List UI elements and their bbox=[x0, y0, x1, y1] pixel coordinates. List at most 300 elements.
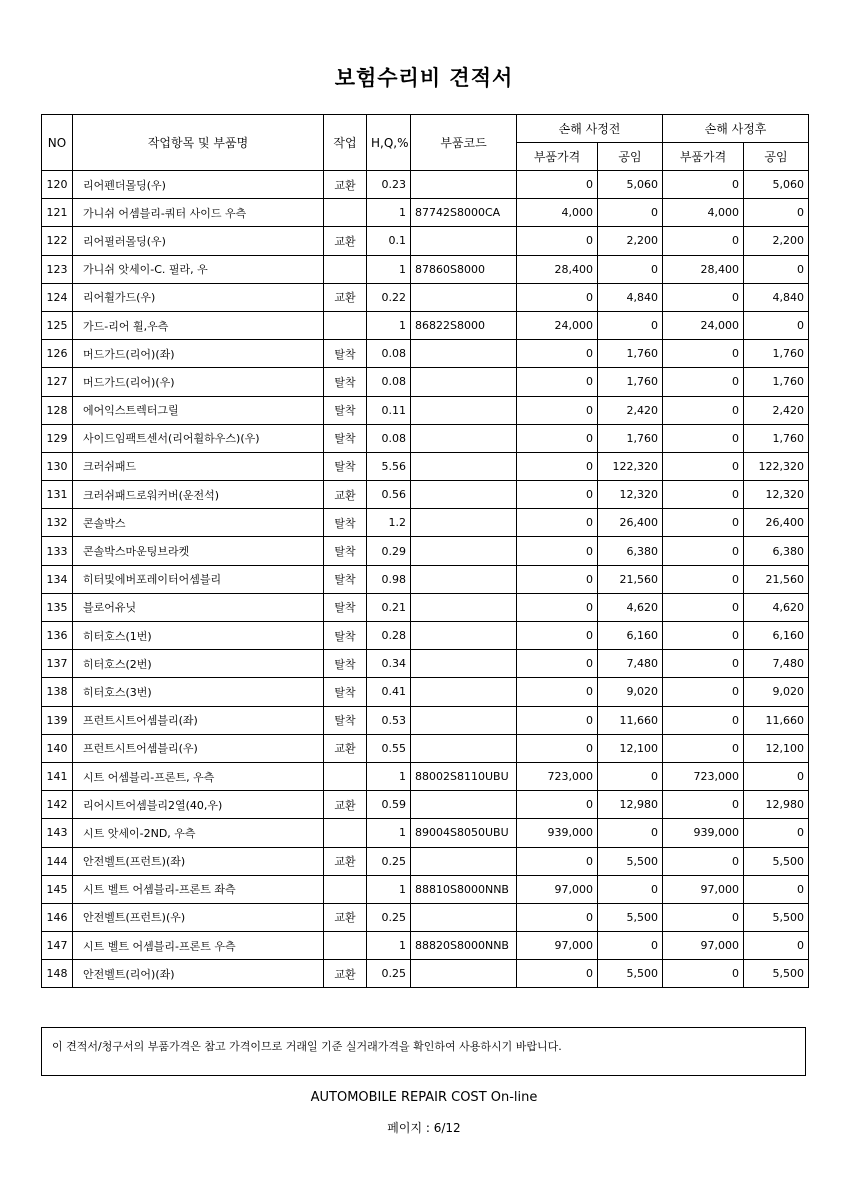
table-row bbox=[42, 311, 809, 339]
table-row bbox=[42, 227, 809, 255]
row-no: 135 bbox=[42, 593, 73, 621]
row-hq: 0.28 bbox=[367, 622, 411, 650]
row-item-name: 시트 벨트 어셈블리-프론트 좌측 bbox=[73, 875, 324, 903]
row-part-code bbox=[411, 734, 517, 762]
row-after-labor: 4,840 bbox=[744, 283, 809, 311]
page-number: 페이지 : 6/12 bbox=[387, 1121, 461, 1135]
notice-box: 이 견적서/청구서의 부품가격은 참고 가격이므로 거래일 기준 실거래가격을 확인하여 사용하시기 바랍니다. bbox=[41, 1027, 806, 1076]
row-after-labor: 12,980 bbox=[744, 791, 809, 819]
row-item-name: 안전벨트(프런트)(좌) bbox=[73, 847, 324, 875]
row-work-type: 탈착 bbox=[324, 706, 367, 734]
row-no: 126 bbox=[42, 340, 73, 368]
row-item-name: 콘솔박스 bbox=[73, 509, 324, 537]
row-before-labor: 4,620 bbox=[598, 593, 663, 621]
row-before-parts-price: 0 bbox=[517, 452, 598, 480]
row-before-labor: 11,660 bbox=[598, 706, 663, 734]
row-part-code bbox=[411, 171, 517, 199]
row-before-parts-price: 0 bbox=[517, 481, 598, 509]
row-after-parts-price: 0 bbox=[663, 960, 744, 988]
row-after-parts-price: 0 bbox=[663, 734, 744, 762]
row-item-name: 사이드임팩트센서(리어휠하우스)(우) bbox=[73, 424, 324, 452]
row-work-type: 교환 bbox=[324, 283, 367, 311]
row-before-labor: 1,760 bbox=[598, 424, 663, 452]
row-part-code bbox=[411, 593, 517, 621]
row-item-name: 리어휠가드(우) bbox=[73, 283, 324, 311]
row-before-labor: 0 bbox=[598, 875, 663, 903]
row-before-labor: 0 bbox=[598, 762, 663, 790]
row-item-name: 머드가드(리어)(우) bbox=[73, 368, 324, 396]
row-no: 121 bbox=[42, 199, 73, 227]
row-item-name: 리어펜더몰딩(우) bbox=[73, 171, 324, 199]
row-after-parts-price: 0 bbox=[663, 565, 744, 593]
row-before-labor: 0 bbox=[598, 255, 663, 283]
row-after-parts-price: 24,000 bbox=[663, 311, 744, 339]
row-hq: 0.08 bbox=[367, 340, 411, 368]
table-body bbox=[42, 171, 809, 988]
row-work-type: 탈착 bbox=[324, 452, 367, 480]
table-row bbox=[42, 509, 809, 537]
row-after-parts-price: 939,000 bbox=[663, 819, 744, 847]
row-before-labor: 0 bbox=[598, 199, 663, 227]
row-no: 133 bbox=[42, 537, 73, 565]
table-row bbox=[42, 762, 809, 790]
row-before-labor: 21,560 bbox=[598, 565, 663, 593]
table-row bbox=[42, 706, 809, 734]
row-part-code bbox=[411, 622, 517, 650]
row-after-parts-price: 0 bbox=[663, 537, 744, 565]
row-before-parts-price: 0 bbox=[517, 424, 598, 452]
row-hq: 0.98 bbox=[367, 565, 411, 593]
table-row bbox=[42, 734, 809, 762]
row-no: 132 bbox=[42, 509, 73, 537]
table-row bbox=[42, 875, 809, 903]
row-before-parts-price: 0 bbox=[517, 903, 598, 931]
row-no: 134 bbox=[42, 565, 73, 593]
row-before-labor: 0 bbox=[598, 819, 663, 847]
row-no: 137 bbox=[42, 650, 73, 678]
row-part-code bbox=[411, 903, 517, 931]
row-after-labor: 5,500 bbox=[744, 903, 809, 931]
row-no: 124 bbox=[42, 283, 73, 311]
document-title: 보험수리비 견적서 bbox=[334, 66, 514, 90]
row-work-type: 탈착 bbox=[324, 565, 367, 593]
header-hq: H,Q,% bbox=[367, 115, 411, 171]
table-row bbox=[42, 932, 809, 960]
row-before-parts-price: 0 bbox=[517, 622, 598, 650]
row-after-labor: 0 bbox=[744, 255, 809, 283]
table-row bbox=[42, 622, 809, 650]
table-row bbox=[42, 481, 809, 509]
row-after-labor: 12,100 bbox=[744, 734, 809, 762]
row-after-labor: 4,620 bbox=[744, 593, 809, 621]
row-work-type: 탈착 bbox=[324, 678, 367, 706]
row-part-code: 86822S8000 bbox=[411, 311, 517, 339]
row-after-parts-price: 0 bbox=[663, 424, 744, 452]
row-before-parts-price: 0 bbox=[517, 396, 598, 424]
table-row bbox=[42, 537, 809, 565]
row-before-labor: 6,160 bbox=[598, 622, 663, 650]
header-after: 손해 사정후 bbox=[663, 115, 809, 143]
row-after-parts-price: 0 bbox=[663, 283, 744, 311]
row-after-labor: 2,420 bbox=[744, 396, 809, 424]
row-work-type: 탈착 bbox=[324, 650, 367, 678]
table-row bbox=[42, 255, 809, 283]
row-after-parts-price: 0 bbox=[663, 227, 744, 255]
row-item-name: 히터및에버포레이터어셈블리 bbox=[73, 565, 324, 593]
table-row bbox=[42, 847, 809, 875]
row-no: 136 bbox=[42, 622, 73, 650]
table-row bbox=[42, 452, 809, 480]
row-after-labor: 1,760 bbox=[744, 340, 809, 368]
row-after-parts-price: 28,400 bbox=[663, 255, 744, 283]
row-hq: 0.41 bbox=[367, 678, 411, 706]
row-no: 145 bbox=[42, 875, 73, 903]
row-after-labor: 0 bbox=[744, 762, 809, 790]
row-work-type: 탈착 bbox=[324, 424, 367, 452]
row-item-name: 크러쉬패드 bbox=[73, 452, 324, 480]
row-work-type: 교환 bbox=[324, 960, 367, 988]
row-after-labor: 0 bbox=[744, 819, 809, 847]
row-item-name: 안전벨트(리어)(좌) bbox=[73, 960, 324, 988]
footer-brand: AUTOMOBILE REPAIR COST On-line bbox=[310, 1090, 538, 1105]
row-after-labor: 6,160 bbox=[744, 622, 809, 650]
row-hq: 0.23 bbox=[367, 171, 411, 199]
row-part-code bbox=[411, 791, 517, 819]
row-after-parts-price: 0 bbox=[663, 593, 744, 621]
row-part-code bbox=[411, 565, 517, 593]
row-after-parts-price: 0 bbox=[663, 340, 744, 368]
row-after-parts-price: 0 bbox=[663, 791, 744, 819]
row-work-type: 교환 bbox=[324, 171, 367, 199]
row-after-labor: 26,400 bbox=[744, 509, 809, 537]
row-before-parts-price: 0 bbox=[517, 678, 598, 706]
row-after-parts-price: 0 bbox=[663, 650, 744, 678]
row-after-parts-price: 0 bbox=[663, 452, 744, 480]
row-before-parts-price: 0 bbox=[517, 368, 598, 396]
table-row bbox=[42, 903, 809, 931]
row-no: 122 bbox=[42, 227, 73, 255]
row-part-code bbox=[411, 537, 517, 565]
row-before-parts-price: 0 bbox=[517, 565, 598, 593]
row-part-code: 87860S8000 bbox=[411, 255, 517, 283]
row-work-type bbox=[324, 875, 367, 903]
row-hq: 0.08 bbox=[367, 424, 411, 452]
row-work-type bbox=[324, 932, 367, 960]
row-no: 140 bbox=[42, 734, 73, 762]
row-no: 131 bbox=[42, 481, 73, 509]
row-after-parts-price: 0 bbox=[663, 396, 744, 424]
row-item-name: 가드-리어 휠,우측 bbox=[73, 311, 324, 339]
row-part-code bbox=[411, 847, 517, 875]
row-hq: 0.25 bbox=[367, 960, 411, 988]
row-hq: 1.2 bbox=[367, 509, 411, 537]
row-work-type bbox=[324, 199, 367, 227]
row-part-code bbox=[411, 960, 517, 988]
row-no: 123 bbox=[42, 255, 73, 283]
row-no: 141 bbox=[42, 762, 73, 790]
row-item-name: 가니쉬 앗세이-C. 필라, 우 bbox=[73, 255, 324, 283]
row-hq: 0.53 bbox=[367, 706, 411, 734]
row-work-type: 탈착 bbox=[324, 368, 367, 396]
row-after-parts-price: 0 bbox=[663, 481, 744, 509]
row-before-labor: 2,200 bbox=[598, 227, 663, 255]
row-no: 130 bbox=[42, 452, 73, 480]
table-row bbox=[42, 791, 809, 819]
row-before-labor: 6,380 bbox=[598, 537, 663, 565]
row-item-name: 프런트시트어셈블리(우) bbox=[73, 734, 324, 762]
row-item-name: 크러쉬패드로워커버(운전석) bbox=[73, 481, 324, 509]
row-work-type bbox=[324, 255, 367, 283]
row-after-labor: 5,060 bbox=[744, 171, 809, 199]
row-no: 138 bbox=[42, 678, 73, 706]
table-row bbox=[42, 396, 809, 424]
row-work-type bbox=[324, 819, 367, 847]
row-before-labor: 0 bbox=[598, 311, 663, 339]
estimate-table bbox=[41, 114, 809, 988]
table-row bbox=[42, 960, 809, 988]
row-part-code bbox=[411, 650, 517, 678]
table-row bbox=[42, 368, 809, 396]
row-before-labor: 26,400 bbox=[598, 509, 663, 537]
row-work-type: 교환 bbox=[324, 227, 367, 255]
table-row bbox=[42, 283, 809, 311]
row-item-name: 블로어유닛 bbox=[73, 593, 324, 621]
row-part-code bbox=[411, 481, 517, 509]
row-before-parts-price: 28,400 bbox=[517, 255, 598, 283]
row-before-labor: 1,760 bbox=[598, 368, 663, 396]
row-no: 127 bbox=[42, 368, 73, 396]
row-work-type bbox=[324, 311, 367, 339]
header-before-parts: 부품가격 bbox=[517, 143, 598, 171]
row-before-parts-price: 0 bbox=[517, 537, 598, 565]
row-item-name: 콘솔박스마운팅브라켓 bbox=[73, 537, 324, 565]
table-row bbox=[42, 650, 809, 678]
row-part-code bbox=[411, 678, 517, 706]
row-after-parts-price: 0 bbox=[663, 368, 744, 396]
row-before-labor: 5,060 bbox=[598, 171, 663, 199]
table-row bbox=[42, 678, 809, 706]
row-part-code bbox=[411, 368, 517, 396]
row-work-type: 탈착 bbox=[324, 509, 367, 537]
row-hq: 0.11 bbox=[367, 396, 411, 424]
row-before-labor: 5,500 bbox=[598, 847, 663, 875]
row-hq: 1 bbox=[367, 875, 411, 903]
row-item-name: 안전벨트(프런트)(우) bbox=[73, 903, 324, 931]
row-before-labor: 12,980 bbox=[598, 791, 663, 819]
row-before-parts-price: 0 bbox=[517, 791, 598, 819]
row-hq: 1 bbox=[367, 311, 411, 339]
row-part-code: 88810S8000NNB bbox=[411, 875, 517, 903]
row-hq: 0.59 bbox=[367, 791, 411, 819]
row-after-labor: 11,660 bbox=[744, 706, 809, 734]
row-part-code bbox=[411, 340, 517, 368]
row-no: 128 bbox=[42, 396, 73, 424]
row-work-type: 교환 bbox=[324, 481, 367, 509]
row-after-parts-price: 0 bbox=[663, 622, 744, 650]
row-work-type: 탈착 bbox=[324, 622, 367, 650]
row-before-labor: 1,760 bbox=[598, 340, 663, 368]
row-work-type: 교환 bbox=[324, 734, 367, 762]
row-before-labor: 2,420 bbox=[598, 396, 663, 424]
row-before-labor: 12,100 bbox=[598, 734, 663, 762]
row-after-labor: 0 bbox=[744, 932, 809, 960]
row-part-code bbox=[411, 452, 517, 480]
row-part-code bbox=[411, 509, 517, 537]
row-hq: 1 bbox=[367, 819, 411, 847]
row-before-labor: 9,020 bbox=[598, 678, 663, 706]
row-work-type: 교환 bbox=[324, 903, 367, 931]
row-hq: 0.08 bbox=[367, 368, 411, 396]
row-part-code bbox=[411, 706, 517, 734]
row-hq: 0.29 bbox=[367, 537, 411, 565]
row-item-name: 시트 벨트 어셈블리-프론트 우측 bbox=[73, 932, 324, 960]
header-item: 작업항목 및 부품명 bbox=[73, 115, 324, 171]
row-work-type: 탈착 bbox=[324, 537, 367, 565]
table-row bbox=[42, 565, 809, 593]
row-work-type: 탈착 bbox=[324, 593, 367, 621]
row-hq: 0.55 bbox=[367, 734, 411, 762]
row-item-name: 히터호스(2번) bbox=[73, 650, 324, 678]
row-after-parts-price: 97,000 bbox=[663, 932, 744, 960]
row-hq: 0.56 bbox=[367, 481, 411, 509]
table-row bbox=[42, 171, 809, 199]
row-part-code bbox=[411, 424, 517, 452]
row-part-code bbox=[411, 227, 517, 255]
row-before-parts-price: 97,000 bbox=[517, 875, 598, 903]
row-item-name: 리어필러몰딩(우) bbox=[73, 227, 324, 255]
row-before-labor: 4,840 bbox=[598, 283, 663, 311]
row-after-labor: 5,500 bbox=[744, 847, 809, 875]
row-after-labor: 12,320 bbox=[744, 481, 809, 509]
row-before-parts-price: 0 bbox=[517, 283, 598, 311]
header-work: 작업 bbox=[324, 115, 367, 171]
row-no: 142 bbox=[42, 791, 73, 819]
row-after-parts-price: 723,000 bbox=[663, 762, 744, 790]
row-item-name: 가니쉬 어셈블리-쿼터 사이드 우측 bbox=[73, 199, 324, 227]
row-before-parts-price: 0 bbox=[517, 960, 598, 988]
row-item-name: 히터호스(3번) bbox=[73, 678, 324, 706]
row-after-labor: 9,020 bbox=[744, 678, 809, 706]
row-part-code: 89004S8050UBU bbox=[411, 819, 517, 847]
row-before-parts-price: 0 bbox=[517, 171, 598, 199]
row-after-labor: 0 bbox=[744, 311, 809, 339]
row-before-labor: 0 bbox=[598, 932, 663, 960]
row-after-labor: 7,480 bbox=[744, 650, 809, 678]
row-hq: 1 bbox=[367, 255, 411, 283]
header-no: NO bbox=[42, 115, 73, 171]
row-item-name: 에어익스트렉터그릴 bbox=[73, 396, 324, 424]
row-after-labor: 0 bbox=[744, 199, 809, 227]
row-after-parts-price: 0 bbox=[663, 509, 744, 537]
row-before-parts-price: 0 bbox=[517, 227, 598, 255]
row-no: 143 bbox=[42, 819, 73, 847]
row-item-name: 프런트시트어셈블리(좌) bbox=[73, 706, 324, 734]
row-item-name: 시트 어셈블리-프론트, 우측 bbox=[73, 762, 324, 790]
row-part-code: 88002S8110UBU bbox=[411, 762, 517, 790]
row-before-parts-price: 0 bbox=[517, 706, 598, 734]
row-no: 125 bbox=[42, 311, 73, 339]
row-before-labor: 12,320 bbox=[598, 481, 663, 509]
row-after-labor: 2,200 bbox=[744, 227, 809, 255]
row-before-parts-price: 4,000 bbox=[517, 199, 598, 227]
row-hq: 0.22 bbox=[367, 283, 411, 311]
row-after-labor: 21,560 bbox=[744, 565, 809, 593]
row-no: 148 bbox=[42, 960, 73, 988]
row-after-labor: 5,500 bbox=[744, 960, 809, 988]
row-work-type: 탈착 bbox=[324, 340, 367, 368]
row-after-labor: 1,760 bbox=[744, 424, 809, 452]
table-row bbox=[42, 199, 809, 227]
row-work-type: 교환 bbox=[324, 791, 367, 819]
row-before-labor: 5,500 bbox=[598, 960, 663, 988]
row-before-parts-price: 723,000 bbox=[517, 762, 598, 790]
row-before-parts-price: 0 bbox=[517, 340, 598, 368]
header-before: 손해 사정전 bbox=[517, 115, 663, 143]
row-before-labor: 7,480 bbox=[598, 650, 663, 678]
row-no: 147 bbox=[42, 932, 73, 960]
row-after-labor: 1,760 bbox=[744, 368, 809, 396]
row-item-name: 머드가드(리어)(좌) bbox=[73, 340, 324, 368]
row-item-name: 리어시트어셈블리2열(40,우) bbox=[73, 791, 324, 819]
row-after-parts-price: 97,000 bbox=[663, 875, 744, 903]
row-after-parts-price: 0 bbox=[663, 171, 744, 199]
row-before-parts-price: 0 bbox=[517, 593, 598, 621]
row-hq: 0.21 bbox=[367, 593, 411, 621]
row-after-labor: 122,320 bbox=[744, 452, 809, 480]
row-hq: 0.1 bbox=[367, 227, 411, 255]
row-no: 144 bbox=[42, 847, 73, 875]
row-hq: 1 bbox=[367, 762, 411, 790]
row-before-parts-price: 97,000 bbox=[517, 932, 598, 960]
row-work-type: 교환 bbox=[324, 847, 367, 875]
row-after-parts-price: 0 bbox=[663, 847, 744, 875]
row-hq: 0.25 bbox=[367, 903, 411, 931]
row-part-code: 87742S8000CA bbox=[411, 199, 517, 227]
table-row bbox=[42, 819, 809, 847]
row-before-labor: 122,320 bbox=[598, 452, 663, 480]
row-after-parts-price: 0 bbox=[663, 903, 744, 931]
row-hq: 1 bbox=[367, 199, 411, 227]
row-hq: 0.25 bbox=[367, 847, 411, 875]
row-after-parts-price: 0 bbox=[663, 678, 744, 706]
row-before-parts-price: 24,000 bbox=[517, 311, 598, 339]
row-after-parts-price: 0 bbox=[663, 706, 744, 734]
table-row bbox=[42, 340, 809, 368]
row-before-labor: 5,500 bbox=[598, 903, 663, 931]
header-code: 부품코드 bbox=[411, 115, 517, 171]
row-no: 139 bbox=[42, 706, 73, 734]
row-work-type: 탈착 bbox=[324, 396, 367, 424]
table-row bbox=[42, 424, 809, 452]
row-before-parts-price: 0 bbox=[517, 847, 598, 875]
table-row bbox=[42, 593, 809, 621]
row-part-code: 88820S8000NNB bbox=[411, 932, 517, 960]
row-part-code bbox=[411, 283, 517, 311]
row-after-parts-price: 4,000 bbox=[663, 199, 744, 227]
header-after-labor: 공임 bbox=[744, 143, 809, 171]
row-item-name: 히터호스(1번) bbox=[73, 622, 324, 650]
row-before-parts-price: 0 bbox=[517, 734, 598, 762]
row-part-code bbox=[411, 396, 517, 424]
header-after-parts: 부품가격 bbox=[663, 143, 744, 171]
row-after-labor: 6,380 bbox=[744, 537, 809, 565]
row-before-parts-price: 939,000 bbox=[517, 819, 598, 847]
row-hq: 5.56 bbox=[367, 452, 411, 480]
row-hq: 1 bbox=[367, 932, 411, 960]
row-before-parts-price: 0 bbox=[517, 650, 598, 678]
row-after-labor: 0 bbox=[744, 875, 809, 903]
row-work-type bbox=[324, 762, 367, 790]
